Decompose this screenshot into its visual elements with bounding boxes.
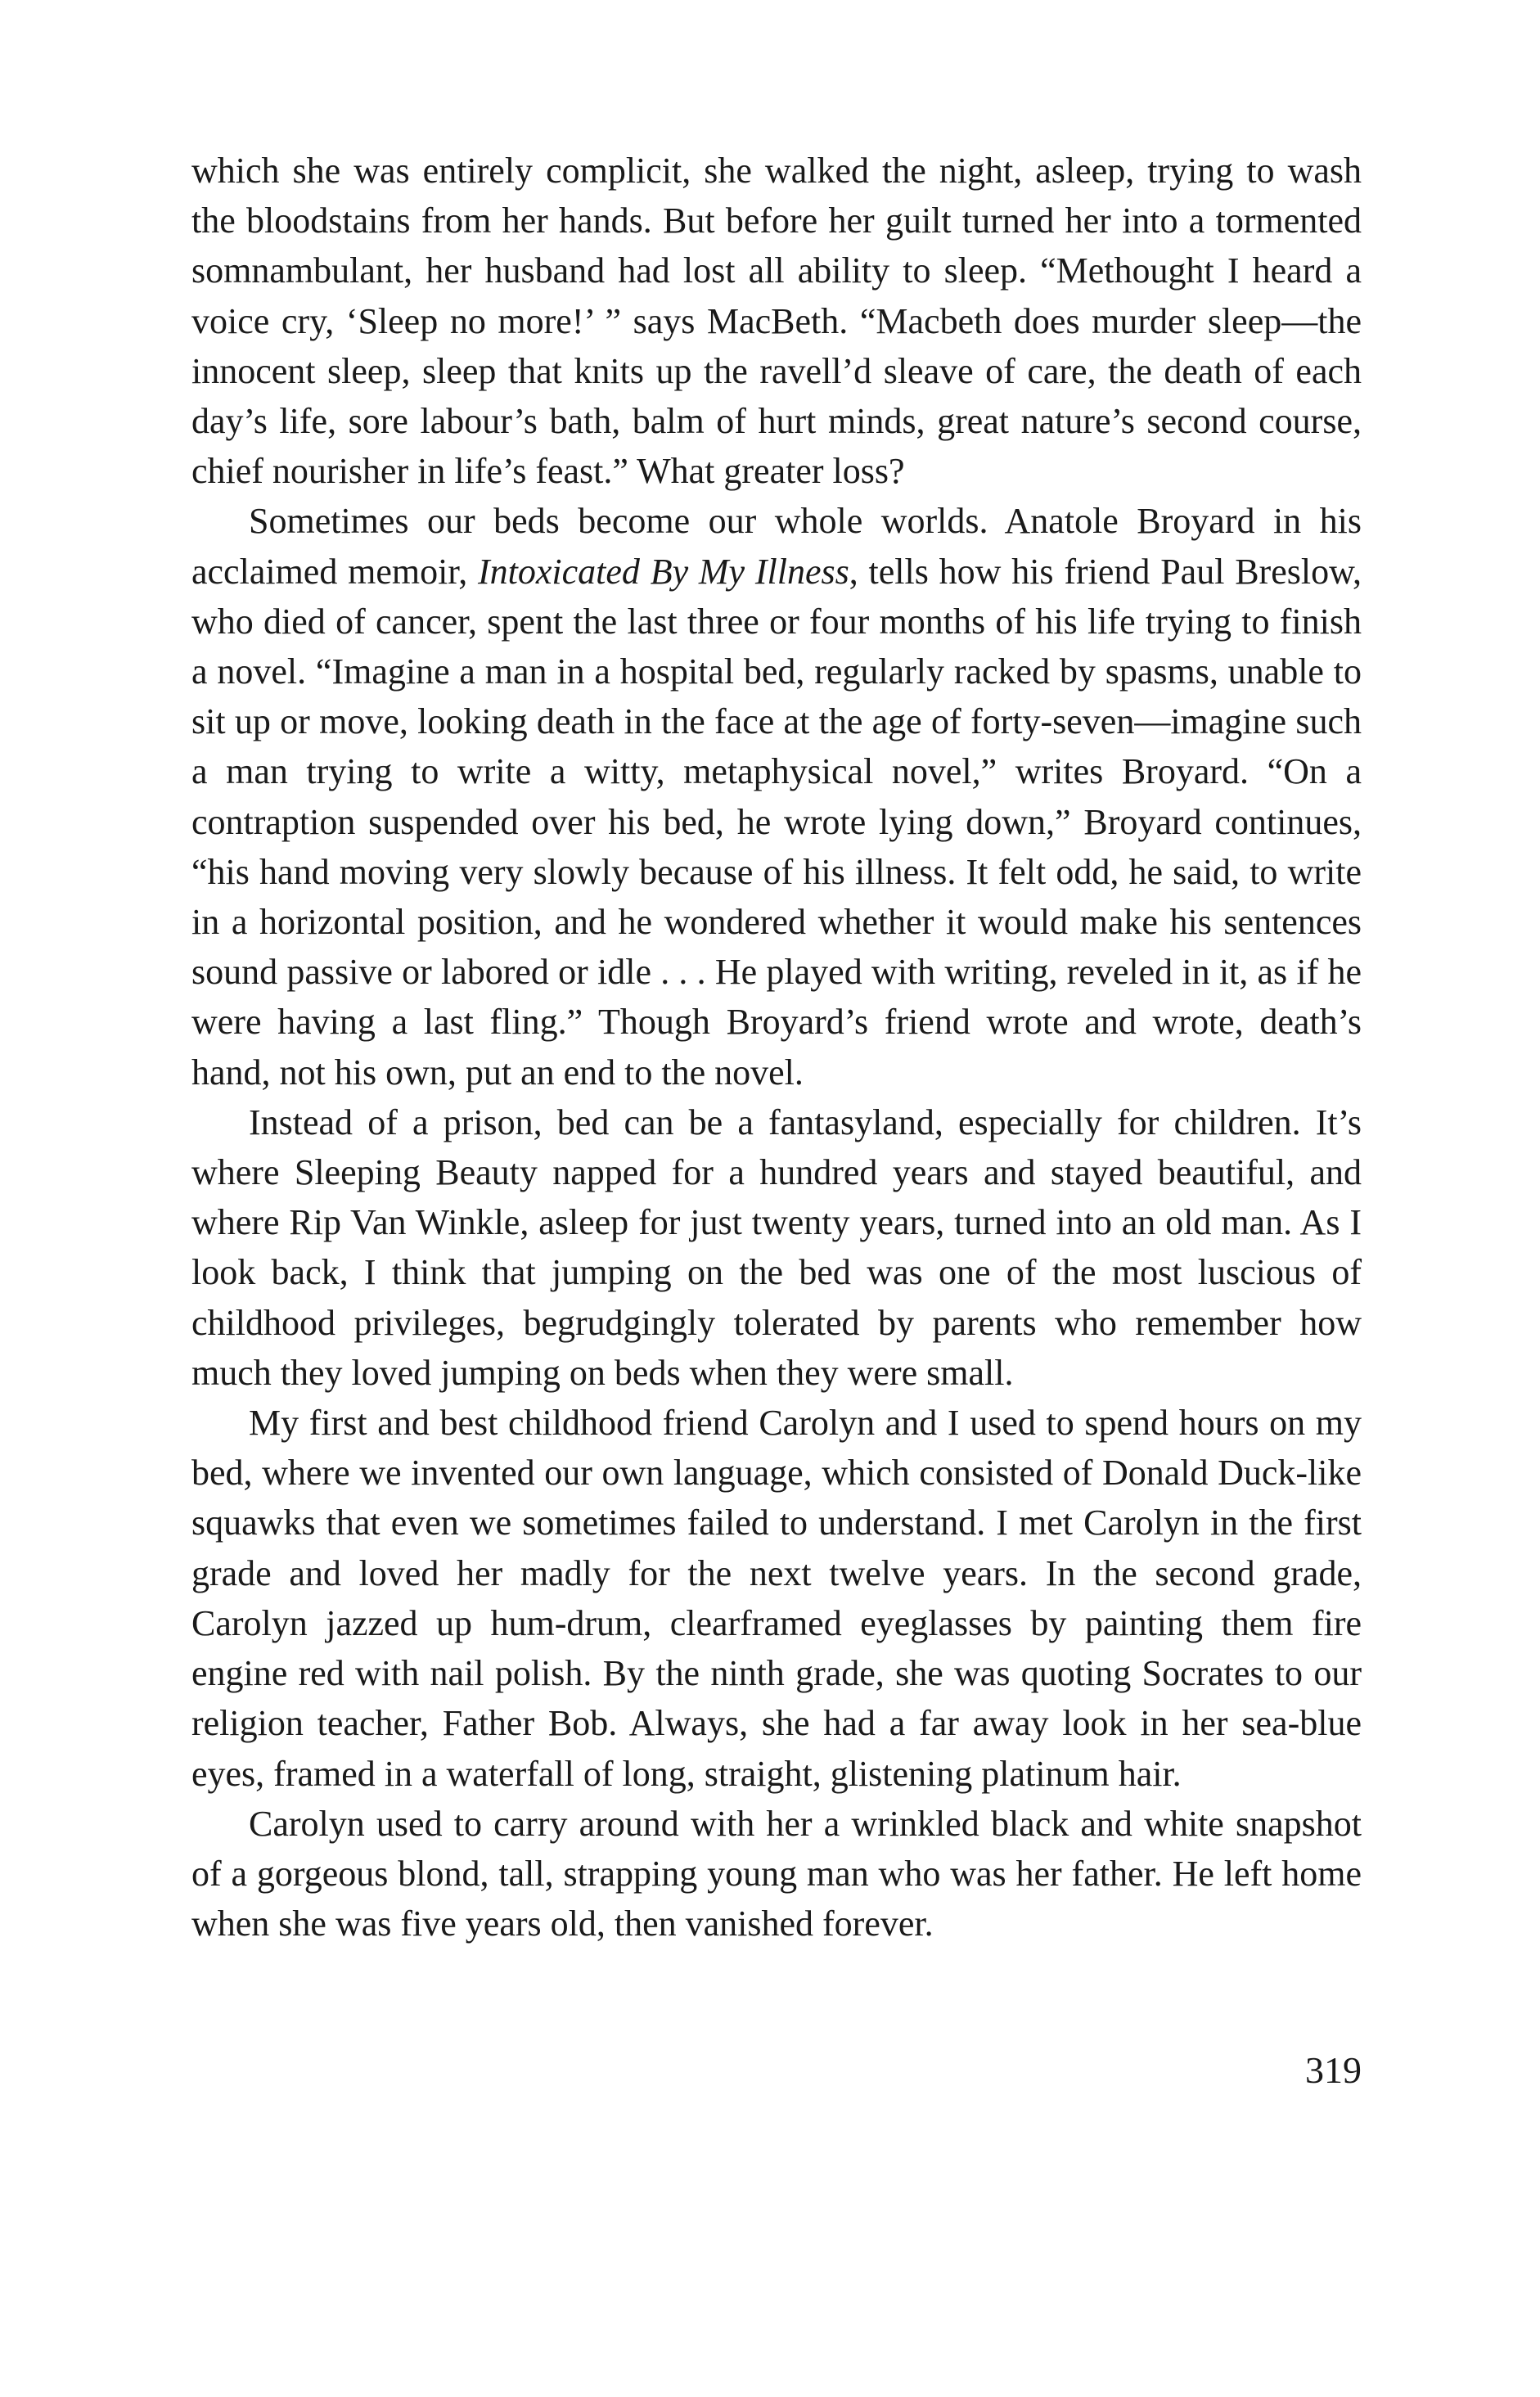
paragraph-text: , tells how his friend Paul Breslow, who died of cancer, spent the last three or four months of his life trying to finish a novel. “Imagine a man in a hospital bed, regularly racked by spasms, unable to sit up or move, looking death in the face at the age of forty-seven—imagine such a man trying to write a witty, metaphysical novel,” writes Broyard. “On a contraption suspended over his bed, he wrote lying down,” Broyard continues, “his hand moving very slowly because of his illness. It felt odd, he said, to write in a horizontal position, and he wondered whether it would make his sentences sound passive or labored or idle . . . He played with writing, reveled in it, as if he were having a last fling.” Though Broyard’s friend wrote and wrote, death’s hand, not his own, put an end to the novel. xyxy=(191,551,1362,1093)
body-text xyxy=(191,146,1362,1949)
book-title: Intoxicated By My Illness xyxy=(478,551,849,592)
paragraph-carolyn: My first and best childhood friend Carolyn and I used to spend hours on my bed, where we invented our own language, which consisted of Donald Duck-like squawks that even we sometimes failed to understand. I met Carolyn in the first grade and loved her madly for the next twelve years. In the second grade, Carolyn jazzed up hum-drum, clearframed eyeglasses by painting them fire engine red with nail polish. By the ninth grade, she was quoting Socrates to our religion teacher, Father Bob. Always, she had a far away look in her sea-blue eyes, framed in a waterfall of long, straight, glistening platinum hair. xyxy=(191,1403,1362,1794)
page-number: 319 xyxy=(1305,2049,1362,2091)
paragraph-snapshot: Carolyn used to carry around with her a wrinkled black and white snapshot of a gorgeous blond, tall, strapping young man who was her father. He left home when she was five years old, then vanished forever. xyxy=(191,1803,1362,1944)
paragraph-text: Sometimes our beds become our whole worlds. Anatole Broyard in his acclaimed memoir, xyxy=(191,501,1362,592)
paragraph-broyard xyxy=(191,496,1362,1097)
paragraph-continued: which she was entirely complicit, she walked the night, asleep, trying to wash the bloodstains from her hands. But before her guilt turned her into a tormented somnambulant, her husband had lost all ability to sleep. “Methought I heard a voice cry, ‘Sleep no more!’ ” says MacBeth. “Macbeth does murder sleep—the innocent sleep, sleep that knits up the ravell’d sleave of care, the death of each day’s life, sore labour’s bath, balm of hurt minds, great nature’s second course, chief nourisher in life’s feast.” What greater loss? xyxy=(191,151,1362,492)
paragraph-fantasyland: Instead of a prison, bed can be a fantasyland, especially for children. It’s where Sleeping Beauty napped for a hundred years and stayed beautiful, and where Rip Van Winkle, asleep for just twenty years, turned into an old man. As I look back, I think that jumping on the bed was one of the most luscious of childhood privileges, begrudgingly tolerated by parents who remember how much they loved jumping on beds when they were small. xyxy=(191,1102,1362,1393)
